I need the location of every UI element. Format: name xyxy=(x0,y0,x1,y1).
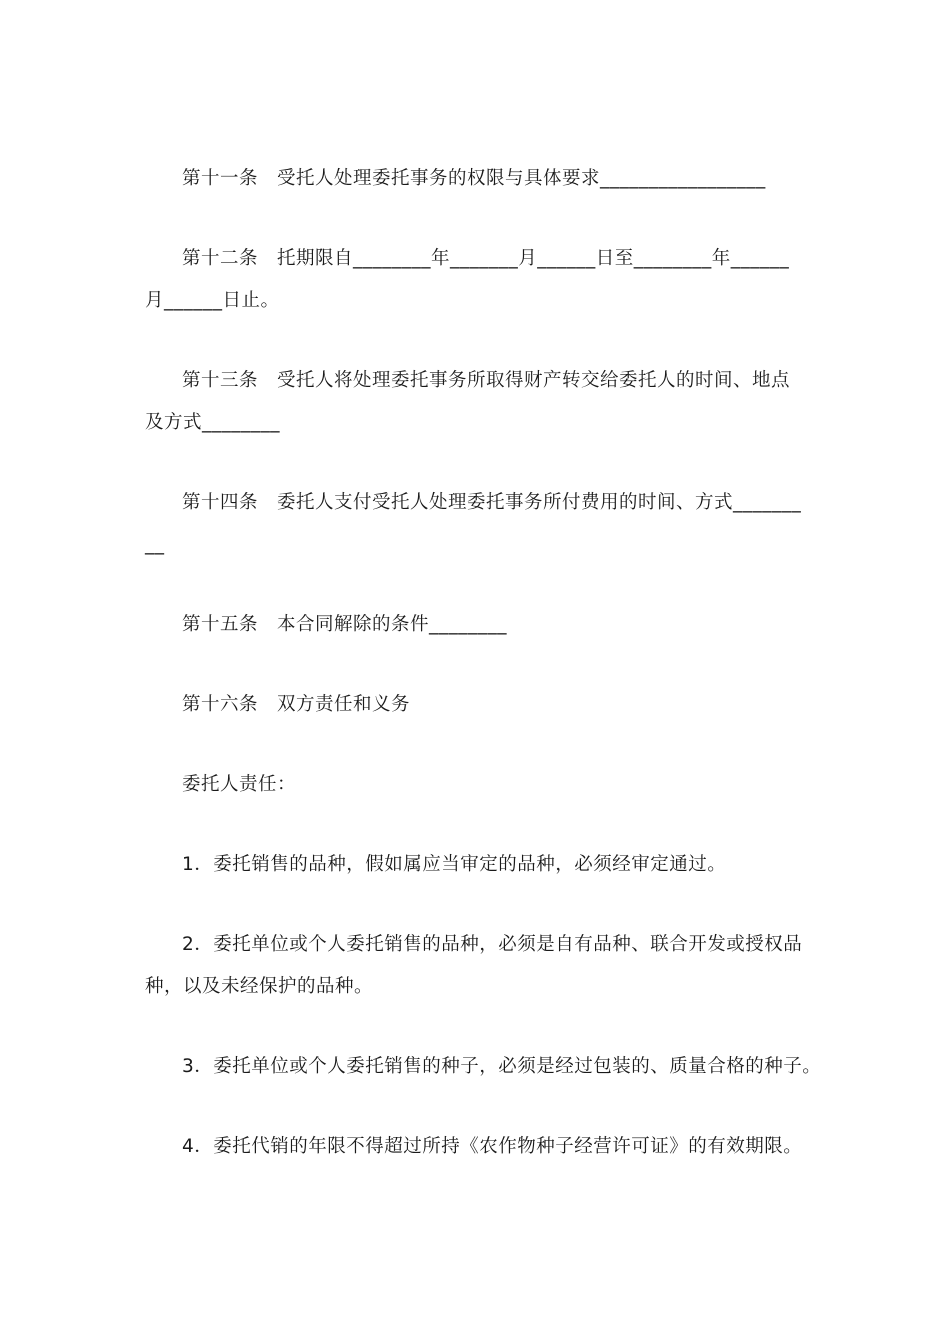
article-14-line2: __ xyxy=(145,534,165,555)
article-14-line1: 第十四条 委托人支付受托人处理委托事务所付费用的时间、方式_______ xyxy=(182,492,802,513)
article-13-line1: 第十三条 受托人将处理委托事务所取得财产转交给委托人的时间、地点 xyxy=(182,370,791,391)
article-11: 第十一条 受托人处理委托事务的权限与具体要求_________________ xyxy=(182,168,766,189)
list-item-2-line1: 2．委托单位或个人委托销售的品种，必须是自有品种、联合开发或授权品 xyxy=(182,934,803,955)
article-12-line1: 第十二条 托期限自________年_______月______日至________年______ xyxy=(182,248,790,269)
article-15: 第十五条 本合同解除的条件________ xyxy=(182,614,508,635)
list-item-2-line2: 种，以及未经保护的品种。 xyxy=(145,976,374,997)
list-item-1: 1．委托销售的品种，假如属应当审定的品种，必须经审定通过。 xyxy=(182,854,727,875)
list-item-4: 4．委托代销的年限不得超过所持《农作物种子经营许可证》的有效期限。 xyxy=(182,1136,803,1157)
list-item-3: 3．委托单位或个人委托销售的种子，必须是经过包装的、质量合格的种子。 xyxy=(182,1056,822,1077)
article-12-line2: 月______日止。 xyxy=(145,290,280,311)
principal-heading: 委托人责任： xyxy=(182,774,297,795)
article-13-line2: 及方式________ xyxy=(145,412,281,433)
article-16: 第十六条 双方责任和义务 xyxy=(182,694,411,715)
